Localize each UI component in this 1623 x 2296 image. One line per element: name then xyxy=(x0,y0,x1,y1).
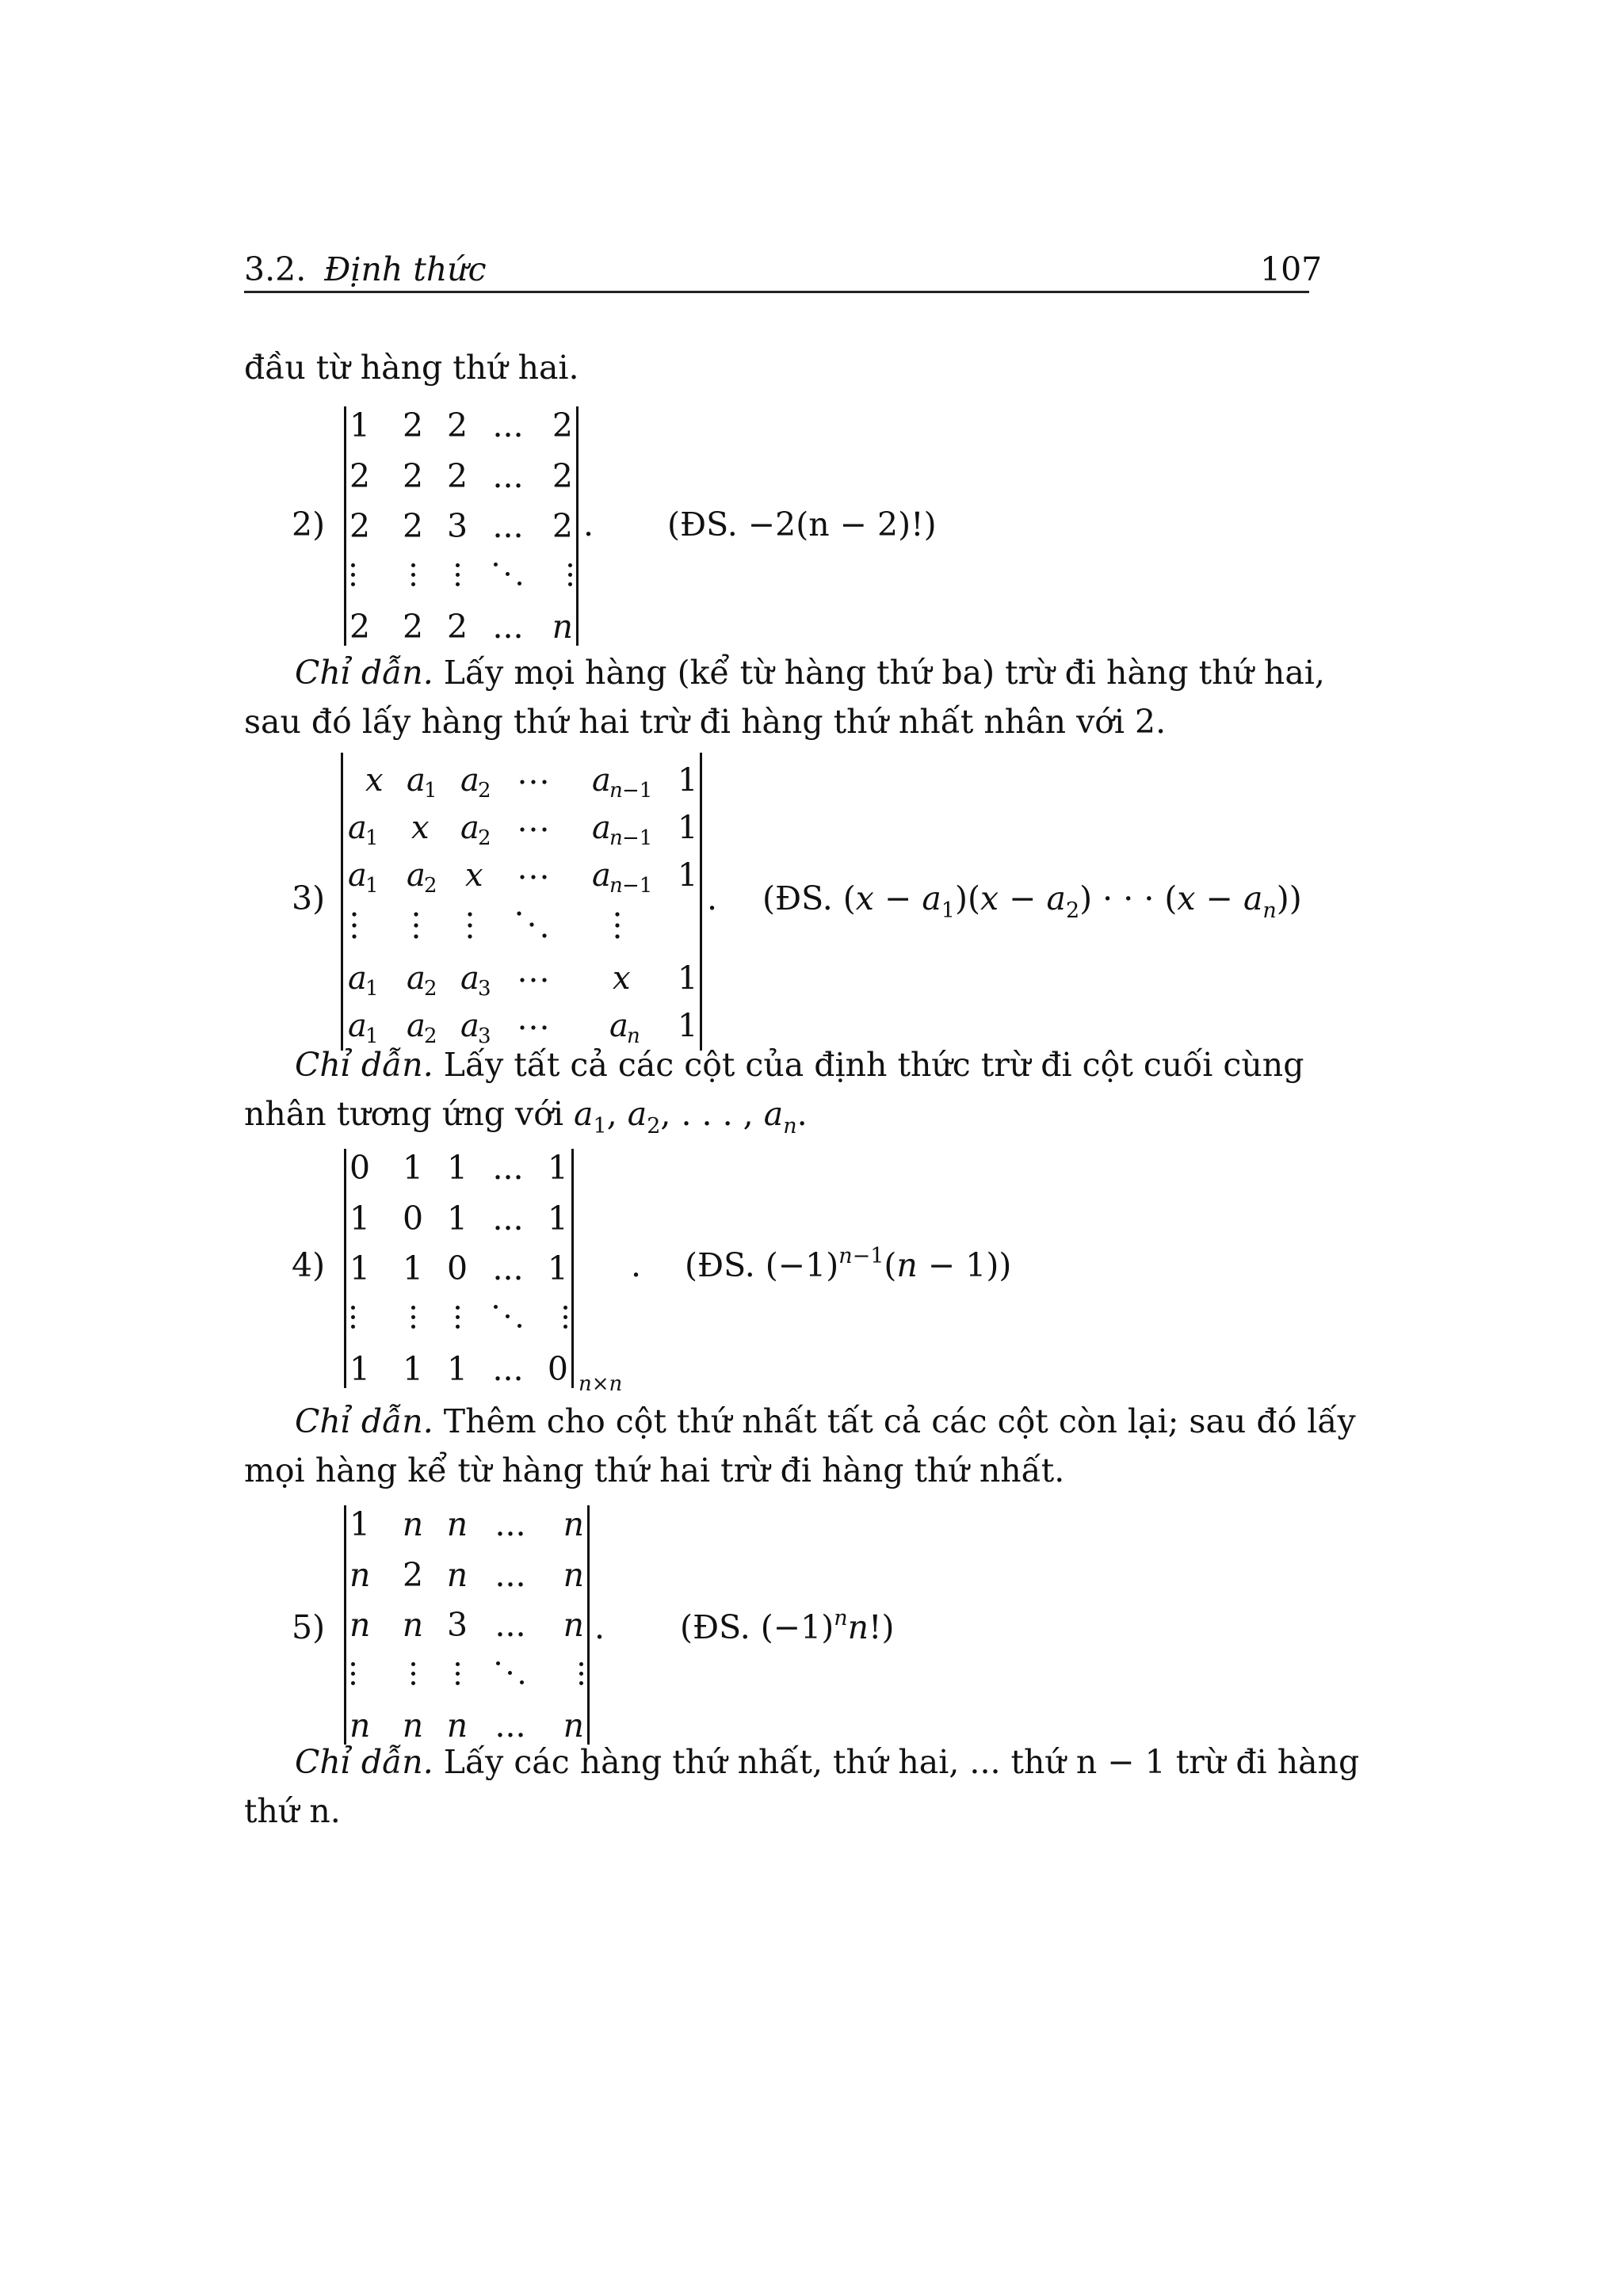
svg-text:x: x xyxy=(613,960,631,997)
svg-text:a: a xyxy=(592,857,611,894)
det-cell: 1 xyxy=(547,1199,568,1238)
hint-2-line2: sau đó lấy hàng thứ hai trừ đi hàng thứ nhất nhân với 2. xyxy=(244,703,1167,741)
det-cell: ... xyxy=(492,1350,524,1388)
det-cell: 2 xyxy=(552,456,573,495)
det-cell: n xyxy=(563,1555,584,1594)
svg-text:1: 1 xyxy=(424,779,437,803)
vdots xyxy=(537,1300,571,1338)
svg-text:a: a xyxy=(592,762,611,799)
det-cell: 3 xyxy=(446,507,468,545)
det-cell: 0 xyxy=(547,1350,568,1388)
svg-text:a: a xyxy=(407,762,426,799)
det-cell: 1 xyxy=(547,1149,568,1187)
svg-text:1: 1 xyxy=(678,960,698,997)
answer-3-value: $(x - a_1)(x - a_2)$ · · · $(x - a_n)$) xyxy=(842,879,1302,923)
det-cell: 0 xyxy=(349,1149,371,1187)
svg-text:a: a xyxy=(348,960,367,997)
svg-text:1: 1 xyxy=(678,762,698,799)
size-subscript: n×n xyxy=(579,1372,623,1396)
hint-5-line1 xyxy=(295,1743,1359,1781)
problem-number: 5) xyxy=(292,1608,326,1646)
hint-text: Lấy mọi hàng (kể từ hàng thứ ba) trừ đi hàng thứ hai, xyxy=(443,654,1325,692)
header-rule xyxy=(244,291,1309,293)
svg-text:1: 1 xyxy=(678,857,698,894)
det-period: . xyxy=(583,505,594,543)
svg-text:n: n xyxy=(627,1024,640,1048)
det-cell: 0 xyxy=(402,1199,424,1238)
det-cell: ... xyxy=(492,1149,524,1187)
svg-text:−1: −1 xyxy=(622,779,653,803)
vdots xyxy=(391,1657,435,1695)
svg-text:x: x xyxy=(411,810,430,846)
hint-4-line2: mọi hàng kể từ hàng thứ hai trừ đi hàng thứ nhất. xyxy=(244,1451,1065,1489)
determinant-5 xyxy=(344,1505,590,1745)
det-cell: n xyxy=(446,1555,468,1594)
det-cell: ... xyxy=(495,1555,526,1594)
svg-text:−1: −1 xyxy=(622,826,653,850)
vdots xyxy=(346,558,391,596)
vdots xyxy=(435,558,479,596)
vdots xyxy=(537,558,576,596)
svg-text:a: a xyxy=(460,762,479,799)
det-cell: 1 xyxy=(402,1149,424,1187)
det-cell: 0 xyxy=(446,1249,468,1287)
answer-4: (ĐS. $(-1)^{n-1}(n - 1)$) xyxy=(685,1244,1012,1284)
det-cell: n xyxy=(552,608,573,646)
det-cell: 1 xyxy=(402,1249,424,1287)
hint-text: Thêm cho cột thứ nhất tất cả các cột còn lại; sau đó lấy xyxy=(443,1402,1356,1440)
svg-text:1: 1 xyxy=(365,1024,379,1048)
det-cell: n xyxy=(349,1606,371,1644)
svg-text:n: n xyxy=(609,874,623,898)
svg-text:a: a xyxy=(407,1008,426,1044)
vdots xyxy=(391,558,435,596)
determinant-4 xyxy=(344,1149,574,1388)
det-cell: 2 xyxy=(402,1555,424,1594)
answer-5-value: $(-1)^nn$!) xyxy=(760,1606,895,1646)
svg-text:1: 1 xyxy=(678,1008,698,1044)
svg-text:n: n xyxy=(609,826,623,850)
det-cell: 2 xyxy=(402,608,424,646)
det-cell: 3 xyxy=(446,1606,468,1644)
svg-text:3: 3 xyxy=(478,977,491,1001)
svg-text:x: x xyxy=(465,857,483,894)
det-period: . xyxy=(594,1608,605,1646)
svg-text:a: a xyxy=(609,1008,628,1044)
hint-2-line1 xyxy=(295,654,1325,692)
det-cell: 2 xyxy=(446,608,468,646)
determinant-3 xyxy=(341,753,702,1051)
det-cell: n xyxy=(446,1505,468,1543)
ddots xyxy=(479,1657,541,1695)
vdots xyxy=(435,1657,479,1695)
det-cell: 1 xyxy=(547,1249,568,1287)
svg-text:a: a xyxy=(460,810,479,846)
hint-label: Chỉ dẫn. xyxy=(295,1743,433,1781)
det-cell: 1 xyxy=(349,1350,371,1388)
svg-text:3: 3 xyxy=(478,1024,491,1048)
ddots xyxy=(479,558,537,596)
problem-number: 2) xyxy=(292,505,326,543)
vdots xyxy=(346,1657,391,1695)
det-cell: 2 xyxy=(349,507,371,545)
det-cell: 2 xyxy=(552,406,573,444)
svg-text:a: a xyxy=(407,857,426,894)
svg-text:2: 2 xyxy=(478,779,491,803)
det-cell: ... xyxy=(495,1505,526,1543)
det-cell: 1 xyxy=(349,1505,371,1543)
running-header-section xyxy=(244,250,487,288)
svg-text:1: 1 xyxy=(365,826,379,850)
det-cell: n xyxy=(349,1707,371,1745)
svg-text:x: x xyxy=(365,762,384,799)
svg-text:2: 2 xyxy=(424,874,437,898)
svg-text:a: a xyxy=(348,810,367,846)
hint-5-line2: thứ n. xyxy=(244,1792,341,1830)
det-cell: ... xyxy=(495,1606,526,1644)
svg-text:a: a xyxy=(348,857,367,894)
svg-text:2: 2 xyxy=(424,1024,437,1048)
det-cell: ... xyxy=(492,1199,524,1238)
section-title: Định thức xyxy=(324,250,487,288)
det-cell: 2 xyxy=(402,456,424,495)
problem-number: 4) xyxy=(292,1246,326,1284)
determinant-2 xyxy=(344,406,579,646)
det-cell: 1 xyxy=(446,1350,468,1388)
answer-2: (ĐS. −2(n − 2)!) xyxy=(667,505,937,543)
vdots xyxy=(391,1300,435,1338)
det-cell: 1 xyxy=(349,406,371,444)
det-cell: ... xyxy=(492,507,524,545)
det-cell: n xyxy=(563,1606,584,1644)
answer-5: (ĐS. $(-1)^nn$!) xyxy=(680,1606,895,1646)
det-cell: 2 xyxy=(552,507,573,545)
det-cell: ... xyxy=(492,608,524,646)
page-number: 107 xyxy=(1260,250,1323,288)
problem-number: 3) xyxy=(292,879,326,917)
det-cell: 2 xyxy=(349,608,371,646)
det-cell: ... xyxy=(495,1707,526,1745)
answer-2-value: −2(n − 2)!) xyxy=(747,505,937,543)
svg-text:a: a xyxy=(348,1008,367,1044)
det-cell: n xyxy=(402,1606,424,1644)
svg-text:1: 1 xyxy=(678,810,698,846)
det-cell: 1 xyxy=(349,1249,371,1287)
det-cell: ... xyxy=(492,456,524,495)
det-cell: ... xyxy=(492,1249,524,1287)
det-period: . xyxy=(707,879,718,917)
det-cell: 2 xyxy=(402,406,424,444)
vdots xyxy=(541,1657,587,1695)
hint-3-sequence: $a_1$, $a_2$, . . . , $a_n$. xyxy=(574,1095,808,1138)
det-cell: 2 xyxy=(446,406,468,444)
svg-text:a: a xyxy=(460,960,479,997)
svg-text:2: 2 xyxy=(478,826,491,850)
hint-3-line1 xyxy=(295,1046,1304,1084)
hint-label: Chỉ dẫn. xyxy=(295,654,433,692)
vdots xyxy=(435,1300,479,1338)
det-cell: 1 xyxy=(446,1199,468,1238)
svg-text:a: a xyxy=(592,810,611,846)
svg-text:a: a xyxy=(460,1008,479,1044)
det-cell: n xyxy=(402,1505,424,1543)
det-period: . xyxy=(631,1246,642,1284)
hint-label: Chỉ dẫn. xyxy=(295,1046,433,1084)
hint-text: Lấy tất cả các cột của định thức trừ đi cột cuối cùng xyxy=(443,1046,1304,1084)
det-cell: n xyxy=(446,1707,468,1745)
det-cell: 2 xyxy=(446,456,468,495)
hint-4-line1 xyxy=(295,1402,1356,1440)
section-number: 3.2. xyxy=(244,250,307,288)
det-cell: ... xyxy=(492,406,524,444)
det-cell: 2 xyxy=(349,456,371,495)
intro-line: đầu từ hàng thứ hai. xyxy=(244,349,579,387)
det-cell: 2 xyxy=(402,507,424,545)
hint-label: Chỉ dẫn. xyxy=(295,1402,433,1440)
det-cell: n xyxy=(349,1555,371,1594)
det-cell: n xyxy=(563,1707,584,1745)
vdots xyxy=(346,1300,391,1338)
ddots xyxy=(479,1300,537,1338)
det-cell: 1 xyxy=(402,1350,424,1388)
determinant-3-entries xyxy=(343,753,700,1051)
svg-text:a: a xyxy=(407,960,426,997)
det-cell: n xyxy=(402,1707,424,1745)
answer-4-value: $(-1)^{n-1}(n - 1)$) xyxy=(765,1244,1012,1284)
hint-text: Lấy các hàng thứ nhất, thứ hai, ... thứ n − 1 trừ đi hàng xyxy=(443,1743,1360,1781)
svg-text:1: 1 xyxy=(365,874,379,898)
svg-text:n: n xyxy=(609,779,623,803)
det-cell: 1 xyxy=(446,1149,468,1187)
answer-3: (ĐS. $(x - a_1)(x - a_2)$ · · · $(x - a_n)$) xyxy=(762,879,1302,923)
svg-text:−1: −1 xyxy=(622,874,653,898)
det-cell: n xyxy=(563,1505,584,1543)
det-cell: 1 xyxy=(349,1199,371,1238)
svg-text:2: 2 xyxy=(424,977,437,1001)
svg-text:1: 1 xyxy=(365,977,379,1001)
hint-3-line2: nhân tương ứng với $a_1$, $a_2$, . . . , $a_n$. xyxy=(244,1095,808,1138)
